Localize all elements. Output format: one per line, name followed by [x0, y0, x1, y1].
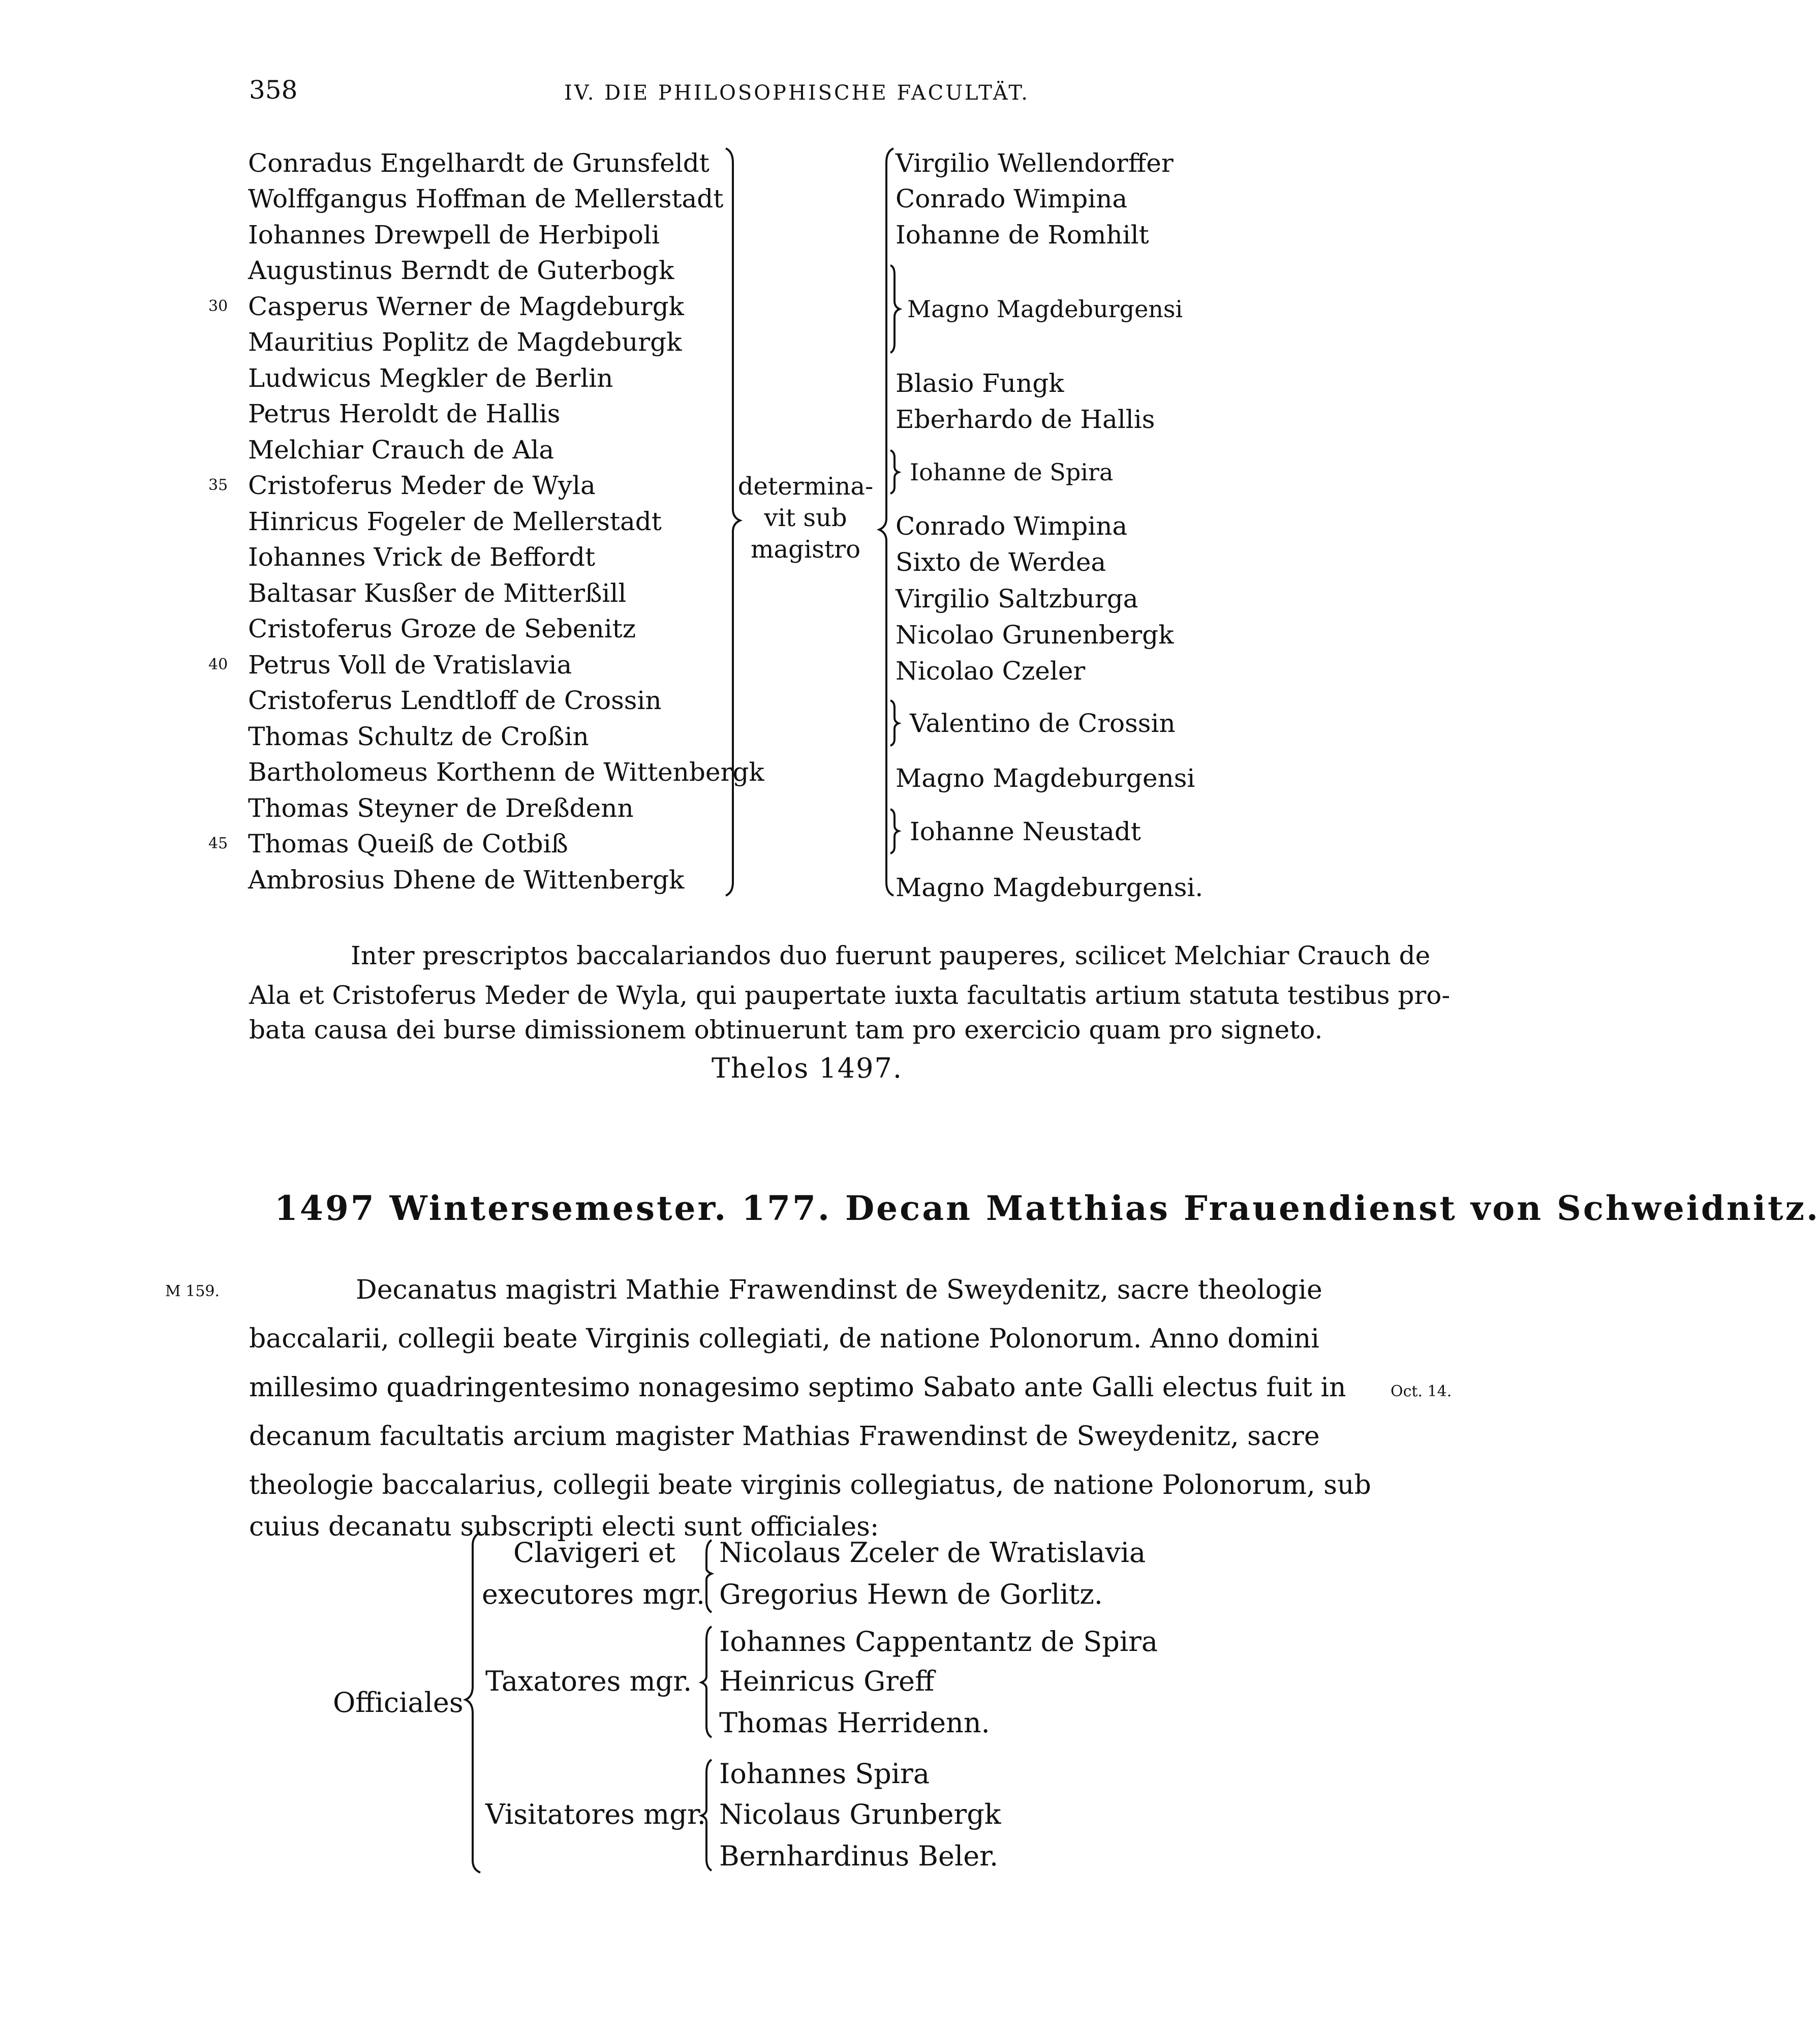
teacher-name: Magno Magdeburgensi	[896, 763, 1195, 793]
student-name: Casperus Werner de Magdeburgk	[248, 292, 684, 321]
margin-note-left: M 159.	[165, 1282, 220, 1300]
page-number: 358	[249, 75, 298, 105]
student-name: Petrus Heroldt de Hallis	[248, 399, 561, 428]
student-name: Melchiar Crauch de Ala	[248, 435, 554, 465]
decanatus-line: Decanatus magistri Mathie Frawendinst de Sweydenitz, sacre theologie	[356, 1275, 1322, 1305]
member-name: Iohannes Cappentantz de Spira	[719, 1626, 1158, 1658]
teacher-name: Nicolao Czeler	[896, 656, 1086, 686]
determinavit-line: magistro	[751, 535, 860, 564]
running-title: IV. DIE PHILOSOPHISCHE FACULTÄT.	[564, 81, 1030, 105]
telos-line: Thelos 1497.	[712, 1052, 903, 1084]
student-name: Augustinus Berndt de Guterbogk	[248, 256, 674, 285]
role-clavigeri-cont: executores mgr.	[482, 1578, 705, 1610]
decanatus-line: cuius decanatu subscripti electi sunt officiales:	[249, 1512, 879, 1542]
determinavit-line: determina-	[737, 472, 874, 501]
teacher-name: Virgilio Saltzburga	[896, 584, 1138, 614]
note-line: Ala et Cristoferus Meder de Wyla, qui paupertate iuxta facultatis artium statuta testibus pro-	[249, 981, 1451, 1010]
role-taxatores: Taxatores mgr.	[485, 1665, 692, 1697]
determinavit-line: vit sub	[764, 504, 847, 532]
teacher-name: Sixto de Werdea	[896, 547, 1106, 577]
member-name: Nicolaus Grunbergk	[719, 1798, 1001, 1830]
line-number: 35	[208, 476, 228, 494]
teacher-name: Magno Magdeburgensi.	[896, 873, 1204, 902]
student-name: Ambrosius Dhene de Wittenbergk	[248, 865, 685, 895]
student-name: Cristoferus Meder de Wyla	[248, 471, 596, 500]
teacher-name: Iohanne de Romhilt	[896, 220, 1149, 250]
student-name: Baltasar Kusßer de Mitterßill	[248, 578, 627, 608]
line-number: 40	[208, 656, 228, 673]
note-line: Inter prescriptos baccalariandos duo fuerunt pauperes, scilicet Melchiar Crauch de	[351, 941, 1431, 970]
student-name: Ludwicus Megkler de Berlin	[248, 363, 613, 393]
student-name: Bartholomeus Korthenn de Wittenbergk	[248, 757, 764, 787]
teacher-name: Nicolao Grunenbergk	[896, 620, 1174, 650]
decanatus-line: baccalarii, collegii beate Virginis collegiati, de natione Polonorum. Anno domini	[249, 1324, 1319, 1354]
student-name: Cristoferus Lendtloff de Crossin	[248, 686, 662, 715]
decanatus-line: millesimo quadringentesimo nonagesimo septimo Sabato ante Galli electus fuit in	[249, 1372, 1346, 1403]
role-visitatores: Visitatores mgr.	[485, 1798, 706, 1830]
student-name: Thomas Schultz de Croßin	[248, 722, 589, 751]
student-name: Wolffgangus Hoffman de Mellerstadt	[248, 184, 724, 213]
member-name: Bernhardinus Beler.	[719, 1840, 999, 1872]
student-name: Thomas Steyner de Dreßdenn	[248, 793, 634, 823]
teacher-name: Conrado Wimpina	[896, 511, 1128, 541]
teacher-name: Valentino de Crossin	[910, 709, 1176, 738]
margin-note-right: Oct. 14.	[1391, 1383, 1452, 1400]
line-number: 45	[208, 835, 228, 852]
teacher-name: Iohanne de Spira	[910, 458, 1114, 486]
student-name: Petrus Voll de Vratislavia	[248, 650, 572, 680]
teacher-name: Conrado Wimpina	[896, 184, 1128, 213]
member-name: Heinricus Greff	[719, 1665, 935, 1697]
student-name: Thomas Queiß de Cotbiß	[248, 829, 568, 859]
member-name: Thomas Herridenn.	[719, 1707, 990, 1739]
role-clavigeri: Clavigeri et	[513, 1537, 675, 1569]
line-number: 30	[208, 297, 228, 315]
section-title: 1497 Wintersemester. 177. Decan Matthias Frauendienst von Schweidnitz.	[274, 1188, 1820, 1228]
member-name: Iohannes Spira	[719, 1758, 930, 1790]
teacher-name: Blasio Fungk	[896, 369, 1064, 398]
student-name: Iohannes Drewpell de Herbipoli	[248, 220, 660, 250]
teacher-name: Eberhardo de Hallis	[896, 405, 1155, 434]
student-name: Cristoferus Groze de Sebenitz	[248, 614, 636, 644]
teacher-name: Iohanne Neustadt	[910, 817, 1141, 846]
member-name: Nicolaus Zceler de Wratislavia	[719, 1537, 1146, 1569]
note-line: bata causa dei burse dimissionem obtinuerunt tam pro exercicio quam pro signeto.	[249, 1015, 1323, 1045]
decanatus-line: theologie baccalarius, collegii beate virginis collegiatus, de natione Polonorum, sub	[249, 1470, 1371, 1500]
student-name: Mauritius Poplitz de Magdeburgk	[248, 327, 682, 357]
teacher-name: Virgilio Wellendorffer	[896, 148, 1174, 178]
teacher-name: Magno Magdeburgensi	[907, 295, 1183, 323]
member-name: Gregorius Hewn de Gorlitz.	[719, 1578, 1103, 1610]
student-name: Iohannes Vrick de Beffordt	[248, 542, 596, 572]
student-name: Hinricus Fogeler de Mellerstadt	[248, 507, 662, 536]
officiales-label: Officiales	[333, 1687, 464, 1719]
decanatus-line: decanum facultatis arcium magister Mathias Frawendinst de Sweydenitz, sacre	[249, 1421, 1320, 1452]
student-name: Conradus Engelhardt de Grunsfeldt	[248, 148, 710, 178]
